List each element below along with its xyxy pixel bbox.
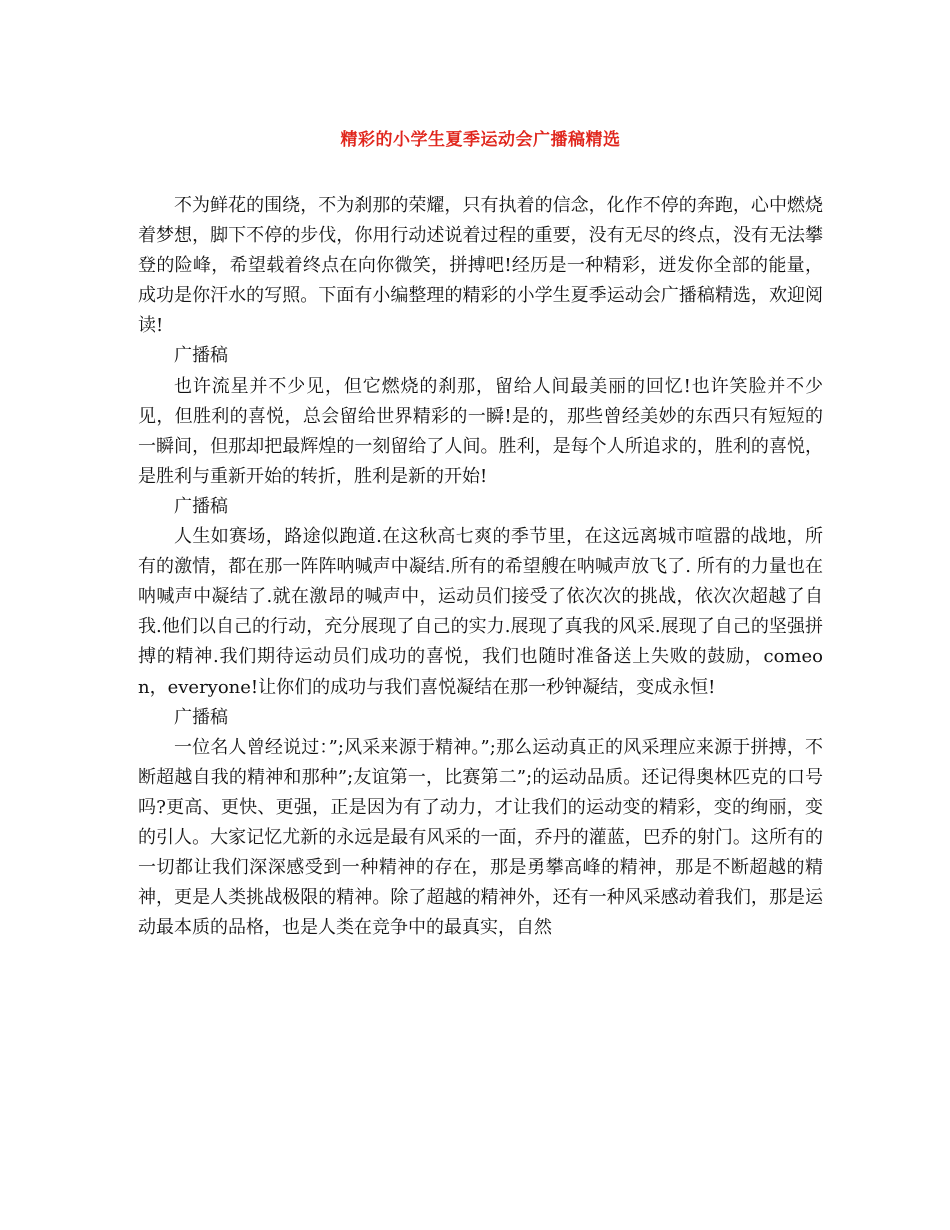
section-heading: 广播稿 (174, 706, 228, 728)
section-heading: 广播稿 (174, 495, 228, 517)
paragraph: 人生如赛场，路途似跑道.在这秋高七爽的季节里，在这远离城市喧嚣的战地，所有的激情，都在那一阵阵呐喊声中凝结.所有的希望艘在呐喊声放飞了. 所有的力量也在呐喊声中凝结了.就在激昂的喊声中，运动员们接受了依次次的挑战，依次次超越了自我.他们以自己的行动，充分展现了自己的实力.展现了真我的风采.展现了自己的坚强拼搏的精神.我们期待运动员们成功的喜悦，我们也随时准备送上失败的鼓励，comeon，everyone!让你们的成功与我们喜悦凝结在那一秒钟凝结，变成永恒! (138, 526, 823, 698)
paragraph: 不为鲜花的围绕，不为刹那的荣耀，只有执着的信念，化作不停的奔跑，心中燃烧着梦想，脚下不停的步伐，你用行动述说着过程的重要，没有无尽的终点，没有无法攀登的险峰，希望载着终点在向你微笑，拼搏吧!经历是一种精彩，迸发你全部的能量，成功是你汗水的写照。下面有小编整理的精彩的小学生夏季运动会广播稿精选，欢迎阅读! (138, 195, 823, 337)
paragraph: 也许流星并不少见，但它燃烧的刹那，留给人间最美丽的回忆!也许笑脸并不少见，但胜利的喜悦，总会留给世界精彩的一瞬!是的，那些曾经美妙的东西只有短短的一瞬间，但那却把最辉煌的一刻留给了人间。胜利，是每个人所追求的，胜利的喜悦，是胜利与重新开始的转折，胜利是新的开始! (138, 375, 823, 487)
section-heading: 广播稿 (174, 345, 228, 367)
document-body (138, 191, 823, 943)
paragraph: 一位名人曾经说过：”;风采来源于精神。”;那么运动真正的风采理应来源于拼搏，不断超越自我的精神和那种”;友谊第一，比赛第二”;的运动品质。还记得奥林匹克的口号吗?更高、更快、更强，正是因为有了动力，才让我们的运动变的精彩，变的绚丽，变的引人。大家记忆尤新的永远是最有风采的一面，乔丹的灌蓝，巴乔的射门。这所有的一切都让我们深深感受到一种精神的存在，那是勇攀高峰的精神，那是不断超越的精神，更是人类挑战极限的精神。除了超越的精神外，还有一种风采感动着我们，那是运动最本质的品格，也是人类在竞争中的最真实，自然 (138, 736, 823, 939)
document-title: 精彩的小学生夏季运动会广播稿精选 (340, 130, 621, 150)
